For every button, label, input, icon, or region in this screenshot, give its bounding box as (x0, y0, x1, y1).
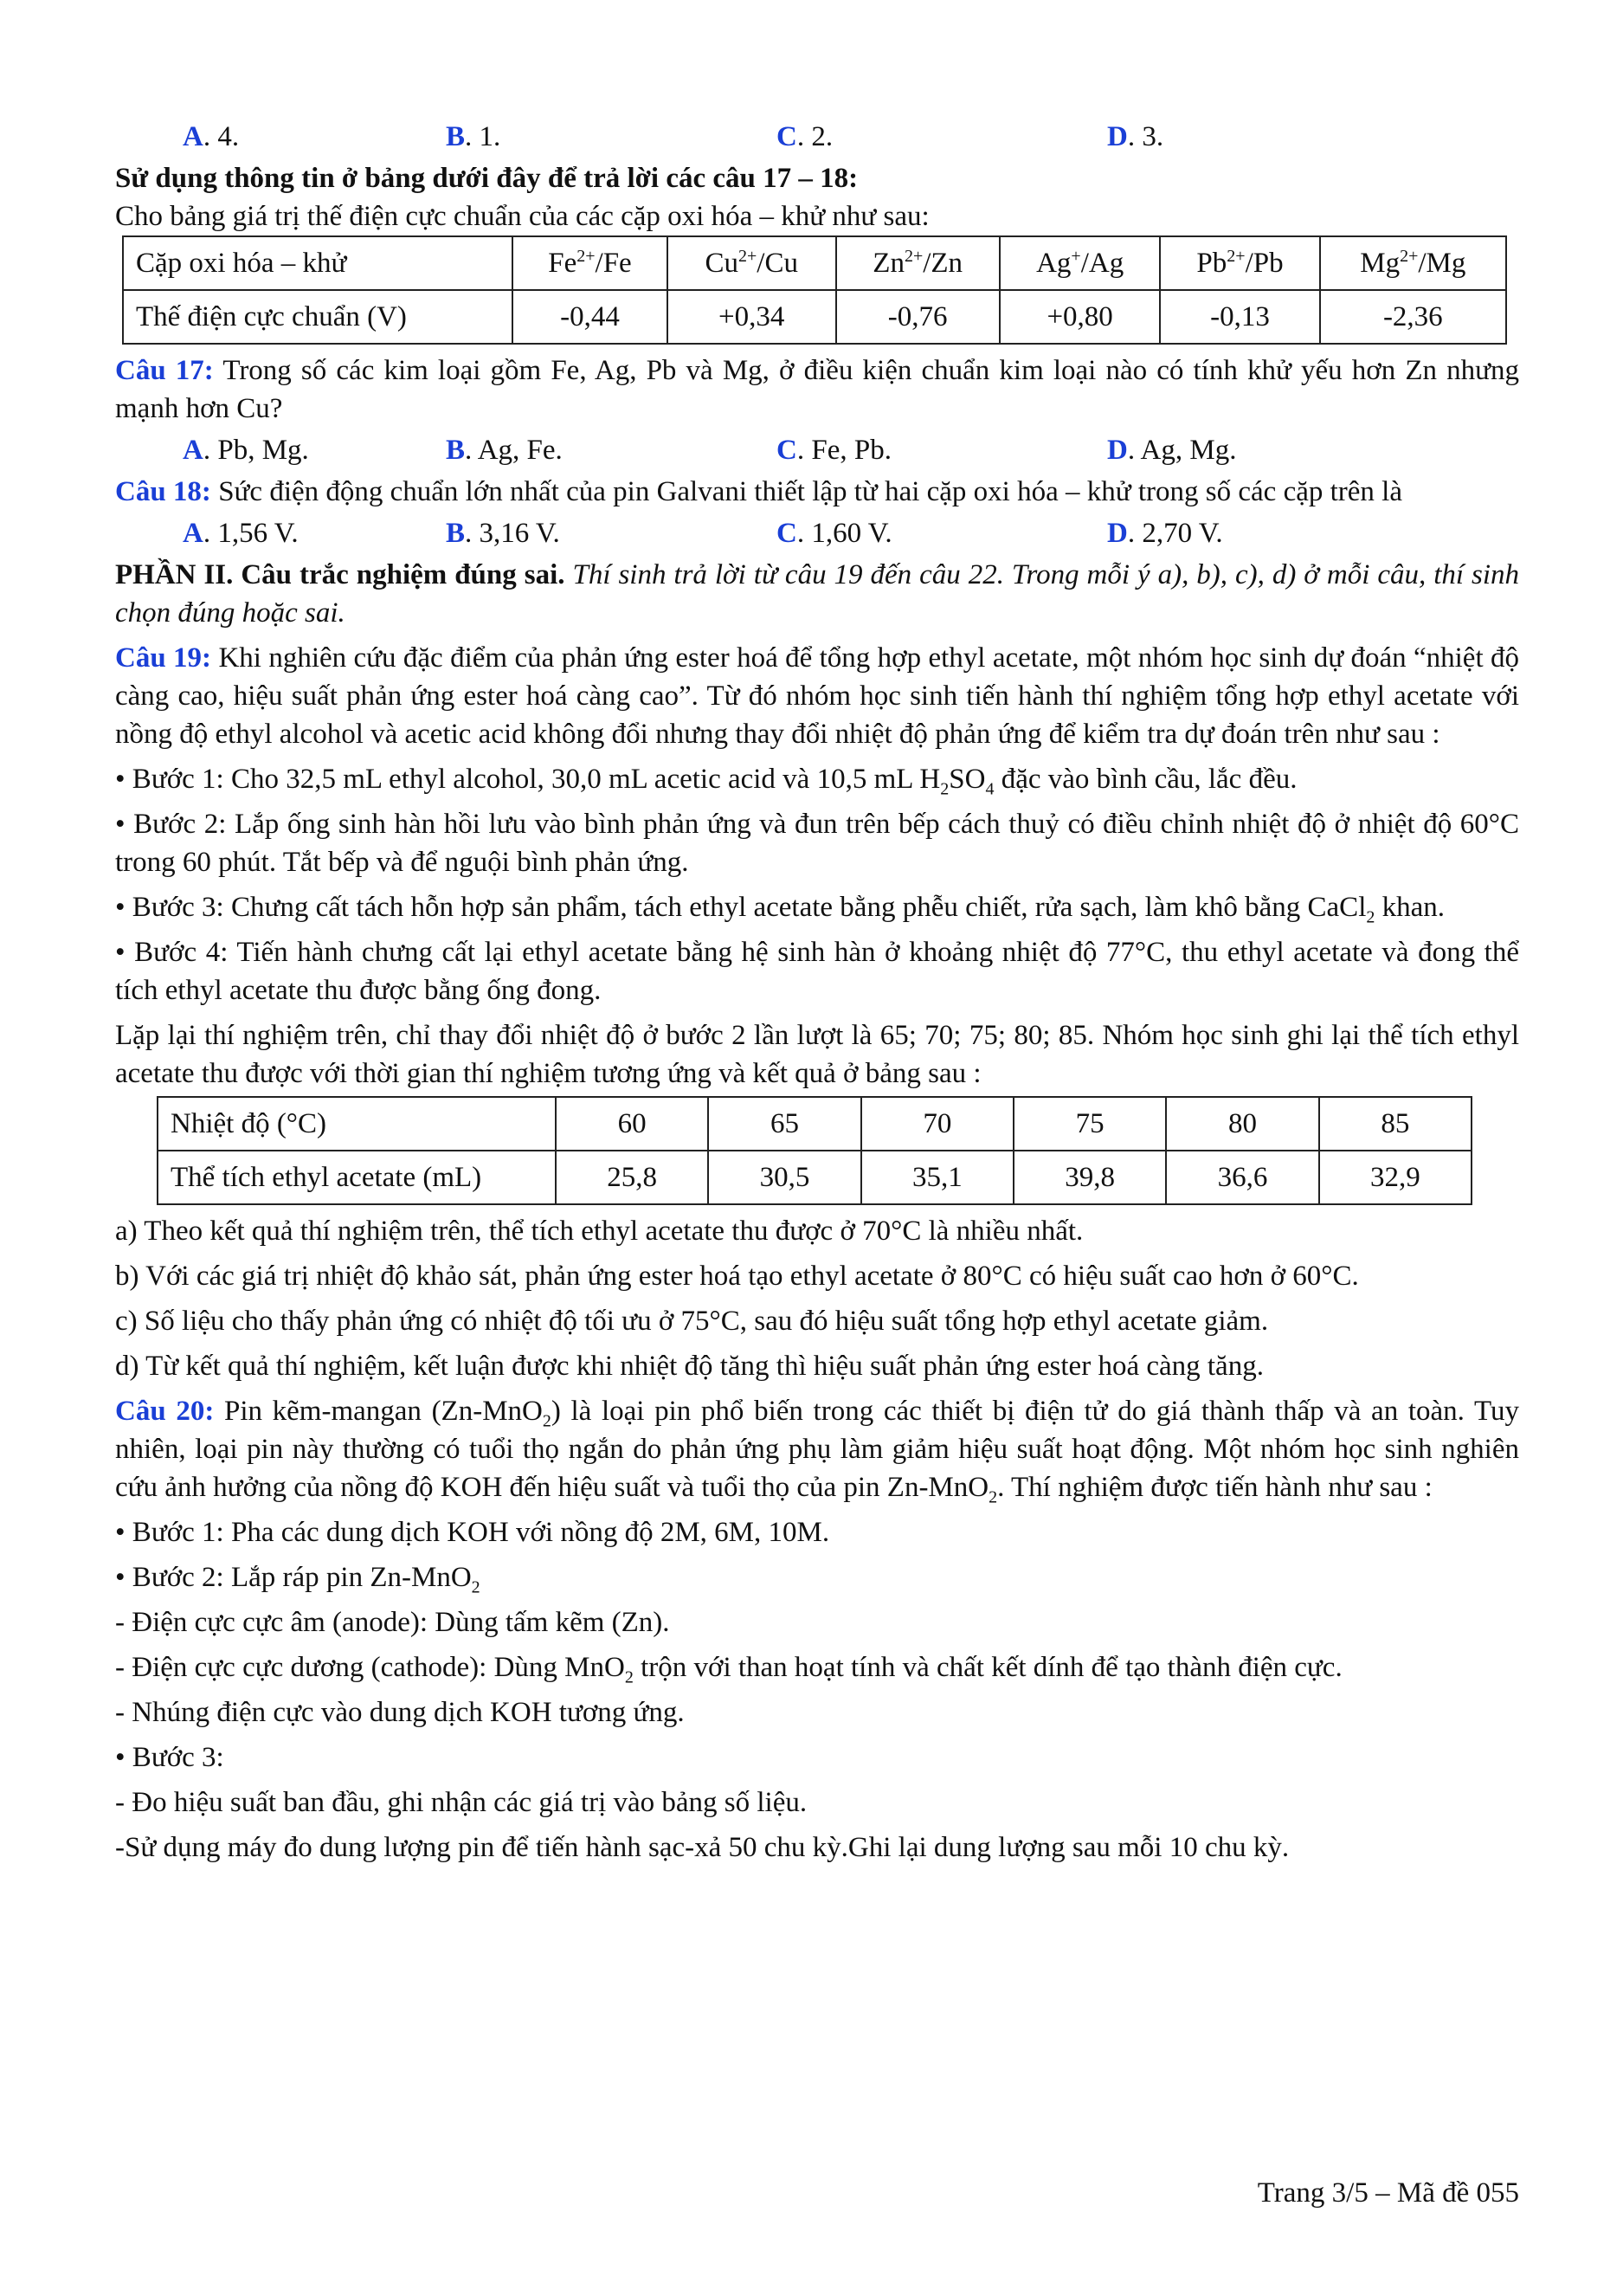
q17-option-a[interactable]: A. Pb, Mg. (183, 435, 309, 466)
q16-options (115, 114, 1519, 159)
q20-measure: - Đo hiệu suất ban đầu, ghi nhận các giá trị vào bảng số liệu. (115, 1787, 808, 1818)
table-cell: Thể tích ethyl acetate (mL) (158, 1151, 556, 1204)
q19-step2: • Bước 2: Lắp ống sinh hàn hồi lưu vào bình phản ứng và đun trên bếp cách thuỷ có điều chỉnh nhiệt độ ở nhiệt độ 60°C trong 60 phút. Tắt bếp và để nguội bình phản ứng. (115, 809, 1519, 878)
table-cell: 75 (1014, 1097, 1166, 1151)
q20-dip: - Nhúng điện cực vào dung dịch KOH tương ứng. (115, 1697, 685, 1728)
table-row (158, 1151, 1472, 1204)
table-cell: 39,8 (1014, 1151, 1166, 1204)
q19-step4: • Bước 4: Tiến hành chưng cất lại ethyl acetate bằng hệ sinh hàn ở khoảng nhiệt độ 77°C, thu ethyl acetate và đong thể tích ethyl acetate thu được bằng ống đong. (115, 937, 1519, 1006)
table-cell: 36,6 (1166, 1151, 1318, 1204)
table-cell: Cặp oxi hóa – khử (123, 236, 512, 290)
top-spacer (115, 0, 1519, 114)
table-cell: Thế điện cực chuẩn (V) (123, 290, 512, 344)
ethyl-acetate-table (157, 1096, 1472, 1205)
table-row (158, 1097, 1472, 1151)
q17-option-c[interactable]: C. Fe, Pb. (776, 435, 892, 466)
q19-repeat: Lặp lại thí nghiệm trên, chỉ thay đổi nhiệt độ ở bước 2 lần lượt là 65; 70; 75; 80; 85. Nhóm học sinh ghi lại thể tích ethyl acetate thu được với thời gian thí nghiệm tương ứng và kết quả ở bảng sau : (115, 1020, 1519, 1089)
table-cell: 32,9 (1319, 1151, 1472, 1204)
table-cell: +0,34 (667, 290, 836, 344)
q20-cycle: -Sử dụng máy đo dung lượng pin để tiến hành sạc-xả 50 chu kỳ.Ghi lại dung lượng sau mỗi 10 chu kỳ. (115, 1832, 1290, 1863)
table-cell: Nhiệt độ (°C) (158, 1097, 556, 1151)
q16-option-c[interactable]: C. 2. (776, 121, 834, 152)
table-cell: $Pb^{2+}/Pb$ (1160, 236, 1319, 290)
table-cell: Ag+/Ag (1000, 236, 1161, 290)
q19-statement-d[interactable]: d) Từ kết quả thí nghiệm, kết luận được khi nhiệt độ tăng thì hiệu suất phản ứng ester hoá càng tăng. (115, 1351, 1264, 1382)
q16-option-b[interactable]: B. 1. (446, 121, 501, 152)
table-cell: $Cu^{2+}/Cu$ (667, 236, 836, 290)
q20-cathode: - Điện cực cực dương (cathode): Dùng MnO$_2$ trộn với than hoạt tính và chất kết dính để tạo thành điện cực. (115, 1652, 1343, 1687)
table-cell: -0,13 (1160, 290, 1319, 344)
table-cell: +0,80 (1000, 290, 1161, 344)
q18-option-a[interactable]: A. 1,56 V. (183, 518, 299, 549)
q16-option-a[interactable]: A. 4. (183, 121, 240, 152)
q18-stem: Câu 18: Sức điện động chuẩn lớn nhất của pin Galvani thiết lập từ hai cặp oxi hóa – khử trong số các cặp trên là (115, 476, 1402, 507)
table-cell: 60 (556, 1097, 708, 1151)
table-row (123, 290, 1506, 344)
table-cell: 85 (1319, 1097, 1472, 1151)
table-cell: 30,5 (708, 1151, 860, 1204)
q19-statement-b[interactable]: b) Với các giá trị nhiệt độ khảo sát, phản ứng ester hoá tạo ethyl acetate ở 80°C có hiệu suất cao hơn ở 60°C. (115, 1261, 1359, 1292)
q18-option-b[interactable]: B. 3,16 V. (446, 518, 560, 549)
q19-statement-c[interactable]: c) Số liệu cho thấy phản ứng có nhiệt độ tối ưu ở 75°C, sau đó hiệu suất tổng hợp ethyl acetate giảm. (115, 1306, 1269, 1337)
potential-table (122, 235, 1507, 345)
table-cell: 65 (708, 1097, 860, 1151)
table-caption: Cho bảng giá trị thế điện cực chuẩn của các cặp oxi hóa – khử như sau: (115, 201, 930, 232)
q18-option-d[interactable]: D. 2,70 V. (1107, 518, 1223, 549)
q20-step3: • Bước 3: (115, 1742, 224, 1773)
table-cell: -0,44 (512, 290, 667, 344)
page-footer: Trang 3/5 – Mã đề 055 (1257, 2177, 1519, 2209)
table-intro: Sử dụng thông tin ở bảng dưới đây để trả lời các câu 17 – 18: (115, 163, 859, 194)
q19-step3: • Bước 3: Chưng cất tách hỗn hợp sản phẩm, tách ethyl acetate bằng phễu chiết, rửa sạch, làm khô bằng CaCl$_2$ khan. (115, 892, 1446, 927)
q20-stem: Câu 20: Pin kẽm-mangan (Zn-MnO$_2$) là loại pin phổ biến trong các thiết bị điện tử do giá thành thấp và an toàn. Tuy nhiên, loại pin này thường có tuổi thọ ngắn do phản ứng phụ làm giảm hiệu suất hoạt động. Một nhóm học sinh nghiên cứu ảnh hưởng của nồng độ KOH đến hiệu suất và tuổi thọ của pin Zn-MnO$_2$. Thí nghiệm được tiến hành như sau : (115, 1396, 1519, 1507)
exam-page (115, 0, 1519, 1867)
table-cell: 35,1 (861, 1151, 1014, 1204)
q17-options (115, 428, 1519, 473)
q20-anode: - Điện cực cực âm (anode): Dùng tấm kẽm (Zn). (115, 1607, 670, 1638)
q17-option-b[interactable]: B. Ag, Fe. (446, 435, 563, 466)
table-cell: -0,76 (836, 290, 1000, 344)
q20-step2: • Bước 2: Lắp ráp pin Zn-MnO$_2$ (115, 1562, 480, 1597)
q20-step1: • Bước 1: Pha các dung dịch KOH với nồng độ 2M, 6M, 10M. (115, 1517, 830, 1548)
table-cell: $Fe^{2+}/Fe$ (512, 236, 667, 290)
table-cell: 25,8 (556, 1151, 708, 1204)
q18-options (115, 511, 1519, 556)
q17-stem: Câu 17: Trong số các kim loại gồm Fe, Ag, Pb và Mg, ở điều kiện chuẩn kim loại nào có tính khử yếu hơn Zn nhưng mạnh hơn Cu? (115, 355, 1519, 424)
table-row (123, 236, 1506, 290)
q18-option-c[interactable]: C. 1,60 V. (776, 518, 892, 549)
q19-statement-a[interactable]: a) Theo kết quả thí nghiệm trên, thể tích ethyl acetate thu được ở 70°C là nhiều nhất. (115, 1216, 1084, 1247)
q16-option-d[interactable]: D. 3. (1107, 121, 1164, 152)
table-cell: $Zn^{2+}/Zn$ (836, 236, 1000, 290)
table-cell: 70 (861, 1097, 1014, 1151)
q19-step1: • Bước 1: Cho 32,5 mL ethyl alcohol, 30,0 mL acetic acid và 10,5 mL $H_2SO_4$ đặc vào bình cầu, lắc đều. (115, 764, 1298, 799)
q19-stem: Câu 19: Khi nghiên cứu đặc điểm của phản ứng ester hoá để tổng hợp ethyl acetate, một nhóm học sinh dự đoán “nhiệt độ càng cao, hiệu suất phản ứng ester hoá càng cao”. Từ đó nhóm học sinh tiến hành thí nghiệm tổng hợp ethyl acetate với nồng độ ethyl alcohol và acetic acid không đổi nhưng thay đổi nhiệt độ phản ứng để kiểm tra dự đoán trên như sau : (115, 642, 1519, 750)
part2-header: PHẦN II. Câu trắc nghiệm đúng sai. Thí sinh trả lời từ câu 19 đến câu 22. Trong mỗi ý a), b), c), d) ở mỗi câu, thí sinh chọn đúng hoặc sai. (115, 559, 1519, 629)
table-cell: -2,36 (1320, 290, 1506, 344)
table-cell: 80 (1166, 1097, 1318, 1151)
table-cell: $Mg^{2+}/Mg$ (1320, 236, 1506, 290)
q17-option-d[interactable]: D. Ag, Mg. (1107, 435, 1237, 466)
